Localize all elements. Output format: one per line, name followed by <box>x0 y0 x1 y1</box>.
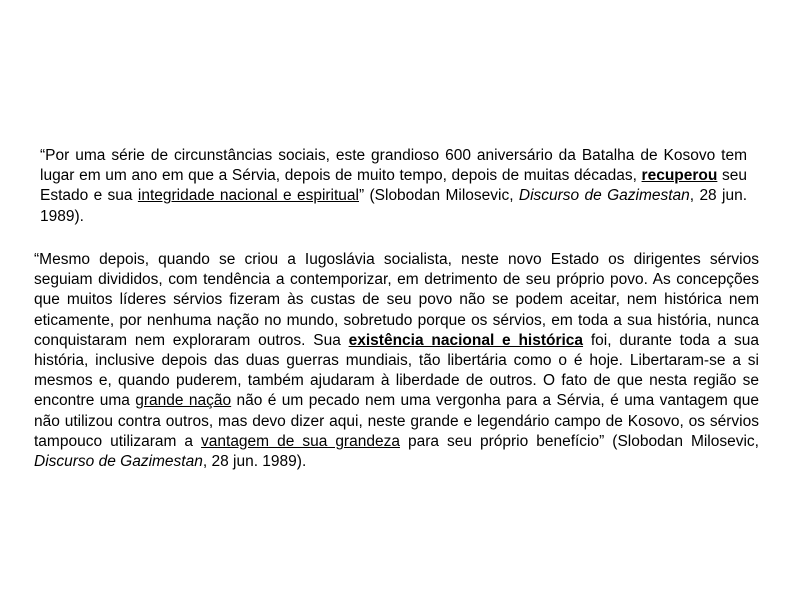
quote-1-work-title: Discurso de Gazimestan <box>518 187 690 205</box>
quote-1-text-b: seu Estado e sua <box>40 167 747 205</box>
quote-gazimestan-2 <box>34 250 759 472</box>
quote-2-text-b: foi, durante toda a sua história, inclusive depois das duas guerras mundiais, tão libertária como o é hoje. Libertaram-se a si mesmos e, quando puderem, também ajudaram à liberdade de outros. O fato de que nesta região se encontre uma <box>34 331 759 410</box>
quote-2-work-title: Discurso de Gazimestan <box>34 453 203 471</box>
quote-2-text-e: , 28 jun. 1989). <box>202 453 307 471</box>
quote-2-text-c: não é um pecado nem uma vergonha para a Sérvia, é uma vantagem que não utilizou contra outros, mas devo dizer aqui, neste grande e legendário campo de Kosovo, os sérvios tampouco utilizaram a <box>34 392 759 450</box>
quote-2-text-a: “Mesmo depois, quando se criou a Iugoslávia socialista, neste novo Estado os dirigentes sérvios seguiam divididos, com tendência a contemporizar, em detrimento de seu próprio povo. As concepções que muitos líderes sérvios fizeram às custas de seu povo não se podem aceitar, nem histórica nem eticamente, por nenhuma nação no mundo, sobretudo porque os sérvios, em toda a sua história, nunca conquistaram nem exploraram outros. Sua <box>34 251 759 349</box>
quote-2-vantagem: vantagem de sua grandeza <box>201 432 400 450</box>
quote-1-text-c: ” (Slobodan Milosevic, <box>359 187 519 205</box>
quote-1-text-a: “Por uma série de circunstâncias sociais, este grandioso 600 aniversário da Batalha de Kosovo tem lugar em um ano em que a Sérvia, depois de muito tempo, depois de muitas décadas, <box>40 147 747 185</box>
quote-1-integridade: integridade nacional e espiritual <box>137 187 359 205</box>
quote-2-existencia: existência nacional e histórica <box>348 331 584 349</box>
quote-gazimestan-1 <box>40 146 747 227</box>
quote-2-grande-nacao: grande nação <box>135 392 232 410</box>
quote-1-text-d: , 28 jun. 1989). <box>40 187 748 225</box>
quote-1-recuperou: recuperou <box>641 167 718 185</box>
quote-2-text-d: para seu próprio benefício” (Slobodan Milosevic, <box>399 432 759 450</box>
